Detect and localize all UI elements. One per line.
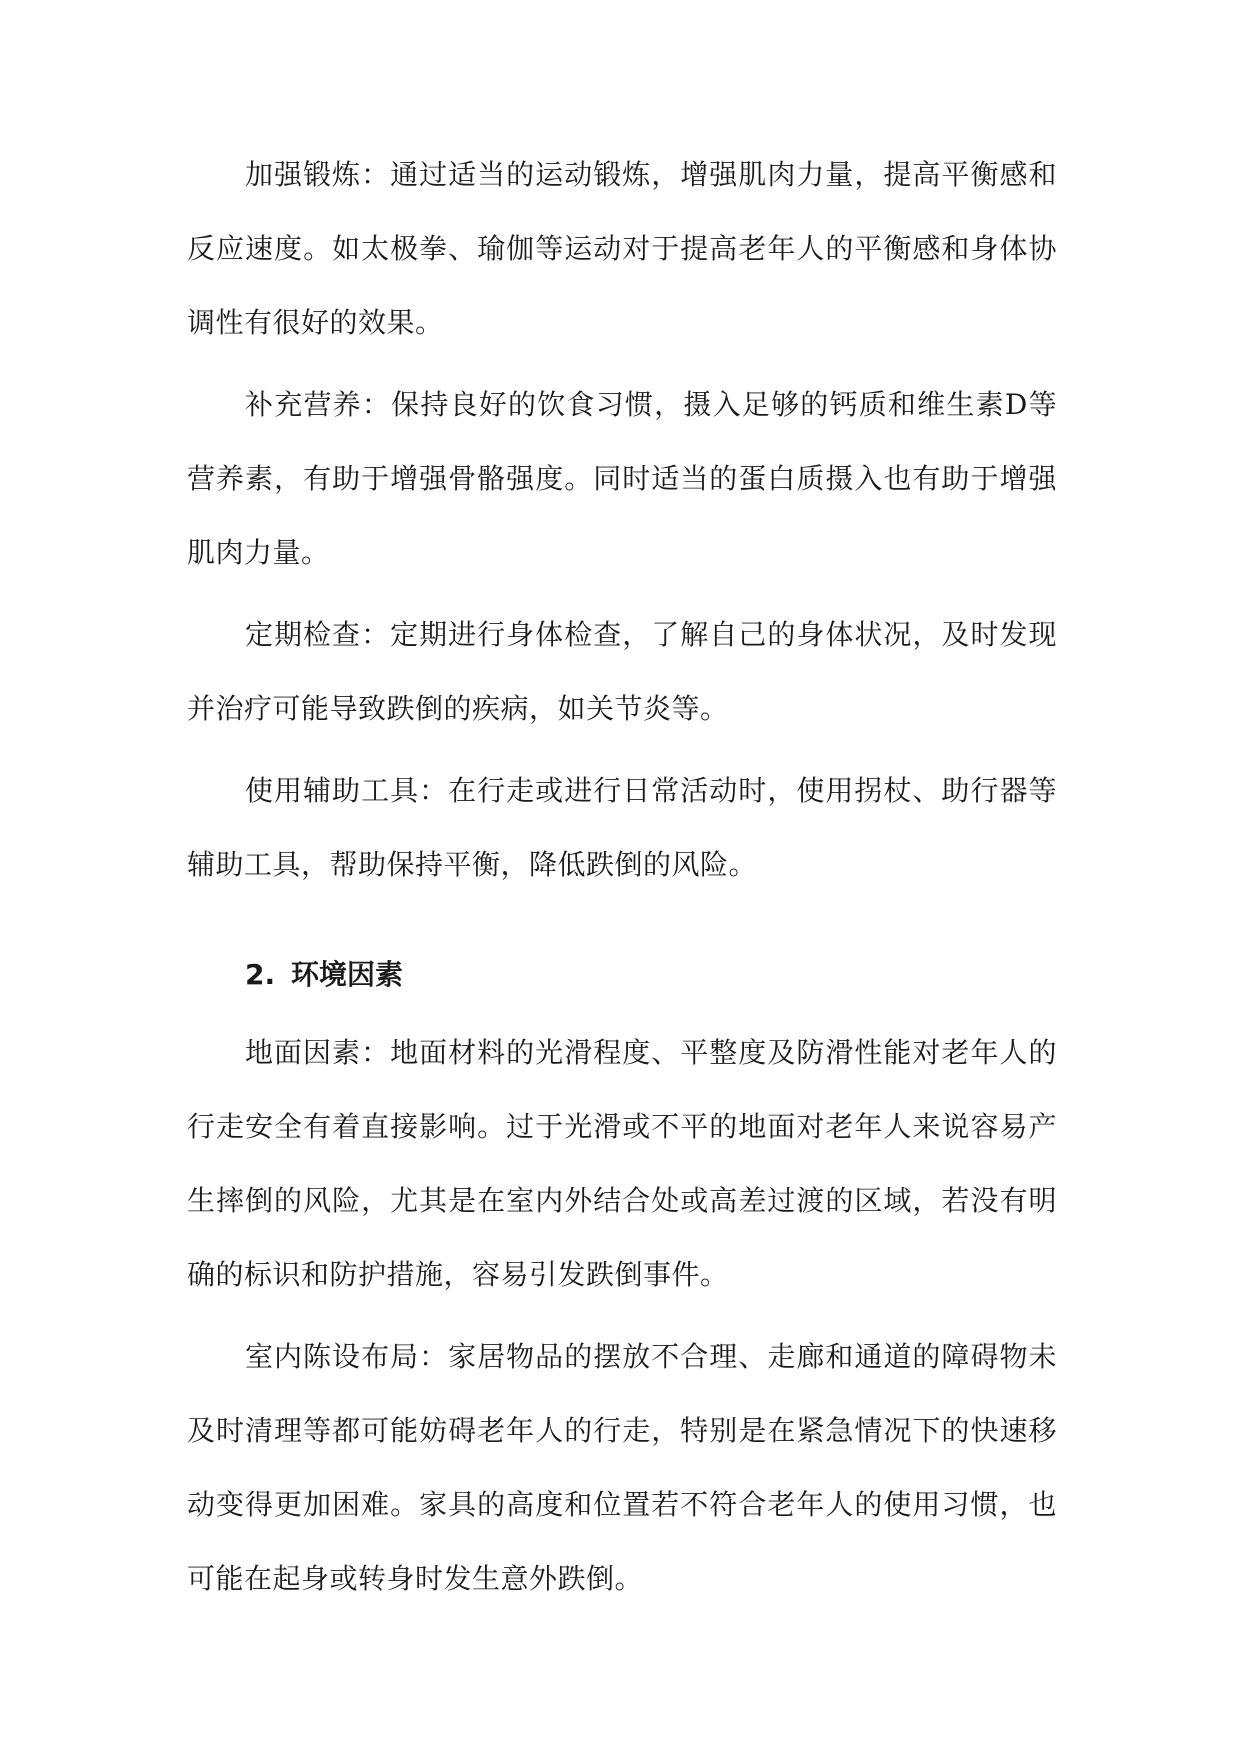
section-heading [187,938,1057,1012]
paragraph-checkup: 定期检查：定期进行身体检查，了解自己的身体状况，及时发现并治疗可能导致跌倒的疾病，如关节炎等。 [187,618,1057,725]
paragraph-nutrition: 补充营养：保持良好的饮食习惯，摄入足够的钙质和维生素D等营养素，有助于增强骨骼强度。同时适当的蛋白质摄入也有助于增强肌肉力量。 [187,388,1057,569]
paragraph-assistive-tools: 使用辅助工具：在行走或进行日常活动时，使用拐杖、助行器等辅助工具，帮助保持平衡，降低跌倒的风险。 [187,774,1057,881]
section-number: 2. [245,958,276,991]
paragraph-floor-factors: 地面因素：地面材料的光滑程度、平整度及防滑性能对老年人的行走安全有着直接影响。过于光滑或不平的地面对老年人来说容易产生摔倒的风险，尤其是在室内外结合处或高差过渡的区域，若没有明确的标识和防护措施，容易引发跌倒事件。 [187,1036,1057,1291]
paragraph-exercise: 加强锻炼：通过适当的运动锻炼，增强肌肉力量，提高平衡感和反应速度。如太极拳、瑜伽等运动对于提高老年人的平衡感和身体协调性有很好的效果。 [187,158,1057,339]
document-body [187,138,1057,1624]
section-title: 环境因素 [291,958,404,991]
paragraph-indoor-layout: 室内陈设布局：家居物品的摆放不合理、走廊和通道的障碍物未及时清理等都可能妨碍老年人的行走，特别是在紧急情况下的快速移动变得更加困难。家具的高度和位置若不符合老年人的使用习惯，也可能在起身或转身时发生意外跌倒。 [187,1340,1057,1595]
